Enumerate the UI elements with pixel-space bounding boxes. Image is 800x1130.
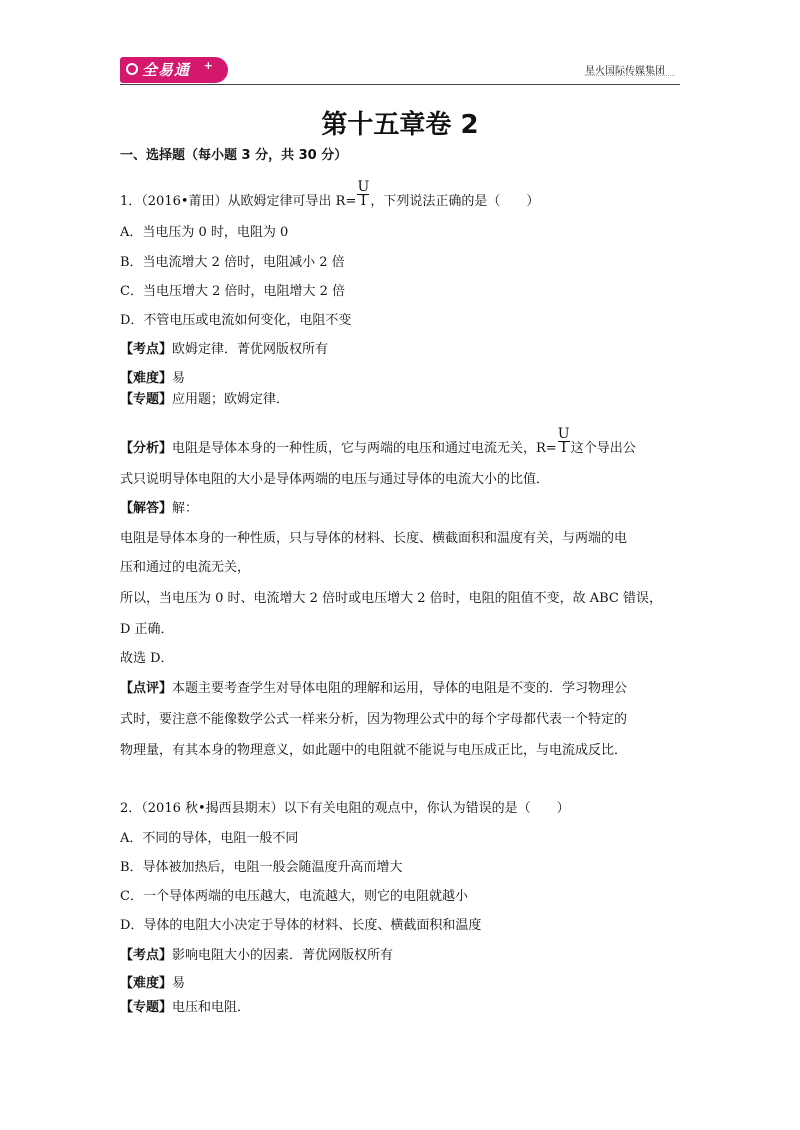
q1-fenxi-fraction <box>557 426 570 456</box>
q2-zhuanti <box>120 996 250 1015</box>
q1-fenxi-tag: 【分析】 <box>120 441 173 456</box>
q1-frac-denominator: I <box>360 193 367 209</box>
q1-jieda-line-3: 所以，当电压为 0 时、电流增大 2 倍时或电压增大 2 倍时，电阻的阻值不变，故 ABC 错误， <box>120 591 663 606</box>
q1-fenxi-frac-numerator: U <box>557 426 570 442</box>
q1-nandu-tag: 【难度】 <box>120 371 173 386</box>
q1-option-c: C．当电压增大 2 倍时，电阻增大 2 倍 <box>120 284 346 299</box>
q1-stem-pre: 1．（2016•莆田）从欧姆定律可导出 R= <box>120 194 357 209</box>
q1-kaodian <box>120 338 328 357</box>
page-title: 第十五章卷 2 <box>321 110 479 140</box>
q1-nandu <box>120 367 185 386</box>
q2-kaodian-tag: 【考点】 <box>120 948 173 963</box>
q1-fenxi-1-pre: 电阻是导体本身的一种性质，它与两端的电压和通过电流无关，R= <box>172 441 557 456</box>
q1-fenxi-line-2: 式只说明导体电阻的大小是导体两端的电压与通过导体的电流大小的比值． <box>120 472 550 487</box>
q2-stem: 2．（2016 秋•揭西县期末）以下有关电阻的观点中，你认为错误的是（ ） <box>120 801 570 816</box>
q1-jieda-line-5: 故选 D． <box>120 651 174 666</box>
org-subtitle-divider <box>585 75 675 78</box>
q2-option-c: C．一个导体两端的电压越大，电流越大，则它的电阻就越小 <box>120 889 468 904</box>
q1-option-a: A．当电压为 0 时，电阻为 0 <box>120 225 289 240</box>
q2-option-d: D．导体的电阻大小决定于导体的材料、长度、横截面积和温度 <box>120 918 482 933</box>
q1-kaodian-text: 欧姆定律．菁优网版权所有 <box>172 342 329 357</box>
q1-zhuanti-text: 应用题；欧姆定律． <box>172 392 290 407</box>
q1-dianping-1: 本题主要考查学生对导体电阻的理解和运用，导体的电阻是不变的．学习物理公 <box>172 681 628 696</box>
q1-jieda-line-4: D 正确． <box>120 622 174 637</box>
q2-nandu <box>120 972 185 991</box>
q1-fenxi-line-1 <box>120 426 636 456</box>
q2-option-b: B．导体被加热后，电阻一般会随温度升高而增大 <box>120 860 403 875</box>
q1-stem <box>120 179 540 209</box>
q2-nandu-text: 易 <box>172 976 186 991</box>
q1-formula-fraction <box>357 179 370 209</box>
q1-jieda-tag: 【解答】 <box>120 501 173 516</box>
q1-dianping-line-1 <box>120 677 627 696</box>
q1-kaodian-tag: 【考点】 <box>120 342 173 357</box>
q2-option-a: A．不同的导体，电阻一般不同 <box>120 831 299 846</box>
q2-zhuanti-tag: 【专题】 <box>120 1000 173 1015</box>
q1-jieda-line-2: 压和通过的电流无关， <box>120 560 251 575</box>
q1-frac-numerator: U <box>357 179 370 195</box>
q2-kaodian-text: 影响电阻大小的因素．菁优网版权所有 <box>172 948 394 963</box>
q1-fenxi-1-post: 这个导出公 <box>570 441 636 456</box>
q1-dianping-line-3: 物理量，有其本身的物理意义，如此题中的电阻就不能说与电压成正比，与电流成反比． <box>120 743 628 758</box>
q1-zhuanti <box>120 388 289 407</box>
q1-stem-post: ，下列说法正确的是（ ） <box>370 194 540 209</box>
logo-text: 全易通 <box>142 61 191 79</box>
q2-kaodian <box>120 944 393 963</box>
q1-option-d: D．不管电压或电流如何变化，电阻不变 <box>120 313 352 328</box>
q2-zhuanti-text: 电压和电阻． <box>172 1000 251 1015</box>
logo-plus: + <box>203 59 214 72</box>
q1-option-b: B．当电流增大 2 倍时，电阻减小 2 倍 <box>120 255 345 270</box>
q1-jieda-line-1: 电阻是导体本身的一种性质，只与导体的材料、长度、横截面积和温度有关，与两端的电 <box>120 531 628 546</box>
q1-zhuanti-tag: 【专题】 <box>120 392 173 407</box>
org-name: 星火国际传媒集团 <box>585 66 665 77</box>
q1-jieda <box>120 497 198 516</box>
q1-jieda-text: 解： <box>172 501 199 516</box>
header-divider <box>120 84 680 85</box>
page-header <box>0 0 800 100</box>
q1-dianping-line-2: 式时，要注意不能像数学公式一样来分析，因为物理公式中的每个字母都代表一个特定的 <box>120 712 628 727</box>
logo-ring-icon <box>126 63 138 75</box>
q1-nandu-text: 易 <box>172 371 186 386</box>
q1-dianping-tag: 【点评】 <box>120 681 173 696</box>
q2-nandu-tag: 【难度】 <box>120 976 173 991</box>
brand-logo <box>120 57 228 83</box>
q1-fenxi-frac-denominator: I <box>560 440 567 456</box>
section-heading: 一、选择题（每小题 3 分，共 30 分） <box>120 148 348 163</box>
